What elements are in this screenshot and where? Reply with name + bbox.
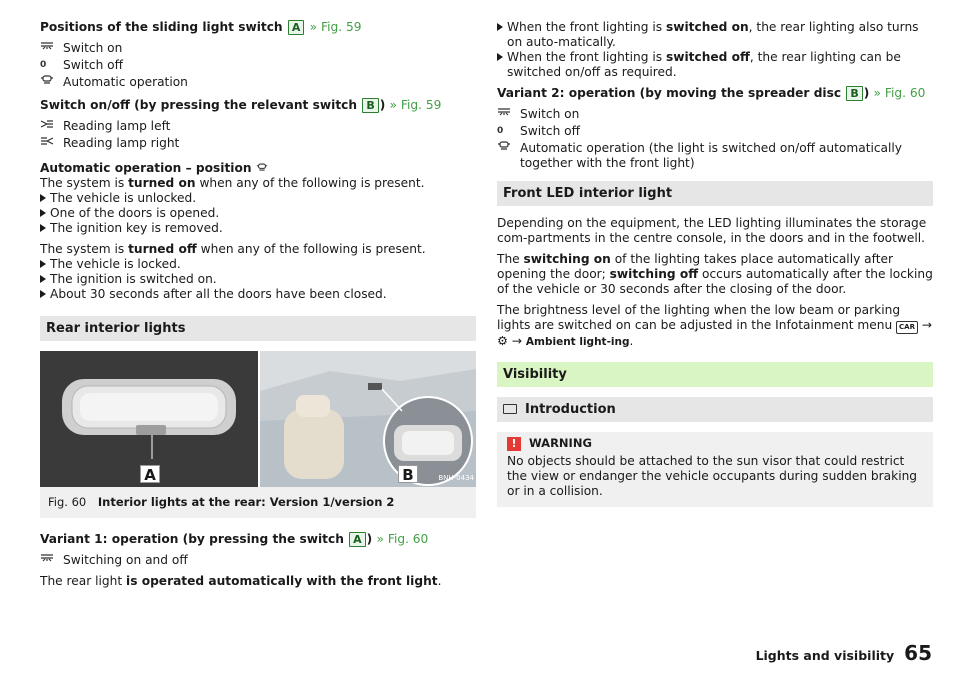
list-item: Reading lamp left [40,119,476,136]
list-item: Switch on [497,107,933,124]
light-on-icon [40,41,63,57]
bullet-triangle-icon [40,260,46,268]
bullet-triangle-icon [40,209,46,217]
list-item: About 30 seconds after all the doors have been closed. [40,287,476,302]
menu-item-ambient-lighting[interactable]: Ambient light-ing [525,336,630,348]
auto-operation-block [40,161,476,236]
light-on-icon [40,553,63,569]
variant2-list [497,107,933,171]
list-item: When the front lighting is switched off, the rear lighting can be switched on/off as required. [497,50,933,80]
bullet-triangle-icon [497,23,503,31]
sliding-switch-heading: Positions of the sliding light switch A » Fig. 59 [40,20,362,34]
list-item: The ignition is switched on. [40,272,476,287]
warning-heading: ! WARNING [507,436,923,451]
pressing-switch-list [40,119,476,153]
visibility-section-heading: Visibility [497,362,933,387]
auto-off-text: The system is turned off when any of the following is present. [40,242,426,256]
figure-caption: Fig. 60 Interior lights at the rear: Version 1/version 2 [40,487,476,518]
left-column [40,20,476,589]
figure-60 [40,351,476,487]
key-b: B [846,86,862,101]
auto-operation-heading: Automatic operation – position [40,161,476,176]
fig-ref-link[interactable]: » Fig. 60 [376,532,429,546]
list-item: Automatic operation (the light is switched on/off automatically together with the front light) [497,141,933,171]
list-item: One of the doors is opened. [40,206,476,221]
footer-chapter-title: Lights and visibility [755,648,895,663]
bullet-triangle-icon [40,275,46,283]
page-number: 65 [904,641,932,665]
bullet-triangle-icon [40,224,46,232]
warning-box [497,432,933,507]
rear-light-text: The rear light is operated automatically with the front light. [40,574,442,588]
figure-label-a: A [140,465,160,483]
led-paragraph-1: Depending on the equipment, the LED lighting illuminates the storage com-partments in the centre console, in the doors and in the footwell. [497,216,927,245]
list-item: The vehicle is locked. [40,257,476,272]
rear-light-version2-image [260,351,476,487]
door-contact-icon [497,141,520,157]
bullet-triangle-icon [40,290,46,298]
reading-lamp-left-icon [40,119,63,135]
rear-light-version1-image [40,351,258,487]
warning-icon: ! [507,437,521,451]
list-item: 0 Switch off [497,124,581,138]
bullet-triangle-icon [40,194,46,202]
car-menu-icon[interactable]: CAR [896,321,918,334]
warning-text: No objects should be attached to the sun visor that could restrict the view or endanger the vehicle occupants during sudden braking or in a collision. [507,454,918,498]
variant1-heading: Variant 1: operation (by pressing the switch A ) » Fig. 60 [40,532,429,546]
list-item: Automatic operation [40,75,476,92]
introduction-heading: Introduction [497,397,933,422]
bullet-triangle-icon [497,53,503,61]
page-footer [755,641,932,665]
figure-code: BNH-0434 [438,474,474,482]
door-contact-icon [256,161,268,175]
led-paragraph-3: The brightness level of the lighting when the low beam or parking lights are switched on can be adjusted in the Infotainment menu CAR → ⚙ → Ambient light-ing. [497,303,933,348]
key-a: A [349,532,366,547]
list-item: The ignition key is removed. [40,221,476,236]
list-item: Switching on and off [40,553,476,570]
book-icon [503,404,517,414]
list-item: 0 Switch off [40,58,124,72]
figure-label-b: B [398,465,418,483]
key-b: B [362,98,378,113]
list-item: Switch on [40,41,476,58]
sliding-switch-list [40,41,476,92]
list-item: The vehicle is unlocked. [40,191,476,206]
variant2-heading: Variant 2: operation (by moving the spreader disc B ) » Fig. 60 [497,86,926,100]
auto-off-block [40,242,476,302]
fig-ref-link[interactable]: » Fig. 59 [309,20,362,34]
key-a: A [288,20,305,35]
settings-gear-icon: ⚙ [497,334,508,348]
led-section-heading: Front LED interior light [497,181,933,206]
led-paragraph-2: The switching on of the lighting takes place automatically after opening the door; switching off occurs automatically after the locking of the vehicle or 30 seconds after the closing of the door. [497,252,933,296]
rear-lights-section-heading: Rear interior lights [40,316,476,341]
auto-on-text: The system is turned on when any of the following is present. [40,176,425,190]
list-item: Reading lamp right [40,136,476,153]
reading-lamp-right-icon [40,136,63,152]
fig-ref-link[interactable]: » Fig. 60 [873,86,926,100]
list-item: When the front lighting is switched on, the rear lighting also turns on auto-matically. [497,20,933,50]
fig-ref-link[interactable]: » Fig. 59 [389,98,442,112]
zero-symbol: 0 [497,126,504,136]
zero-symbol: 0 [40,60,47,70]
pressing-switch-heading: Switch on/off (by pressing the relevant switch B ) » Fig. 59 [40,98,442,112]
right-column [497,20,933,507]
door-contact-icon [40,75,63,91]
light-on-icon [497,107,520,123]
